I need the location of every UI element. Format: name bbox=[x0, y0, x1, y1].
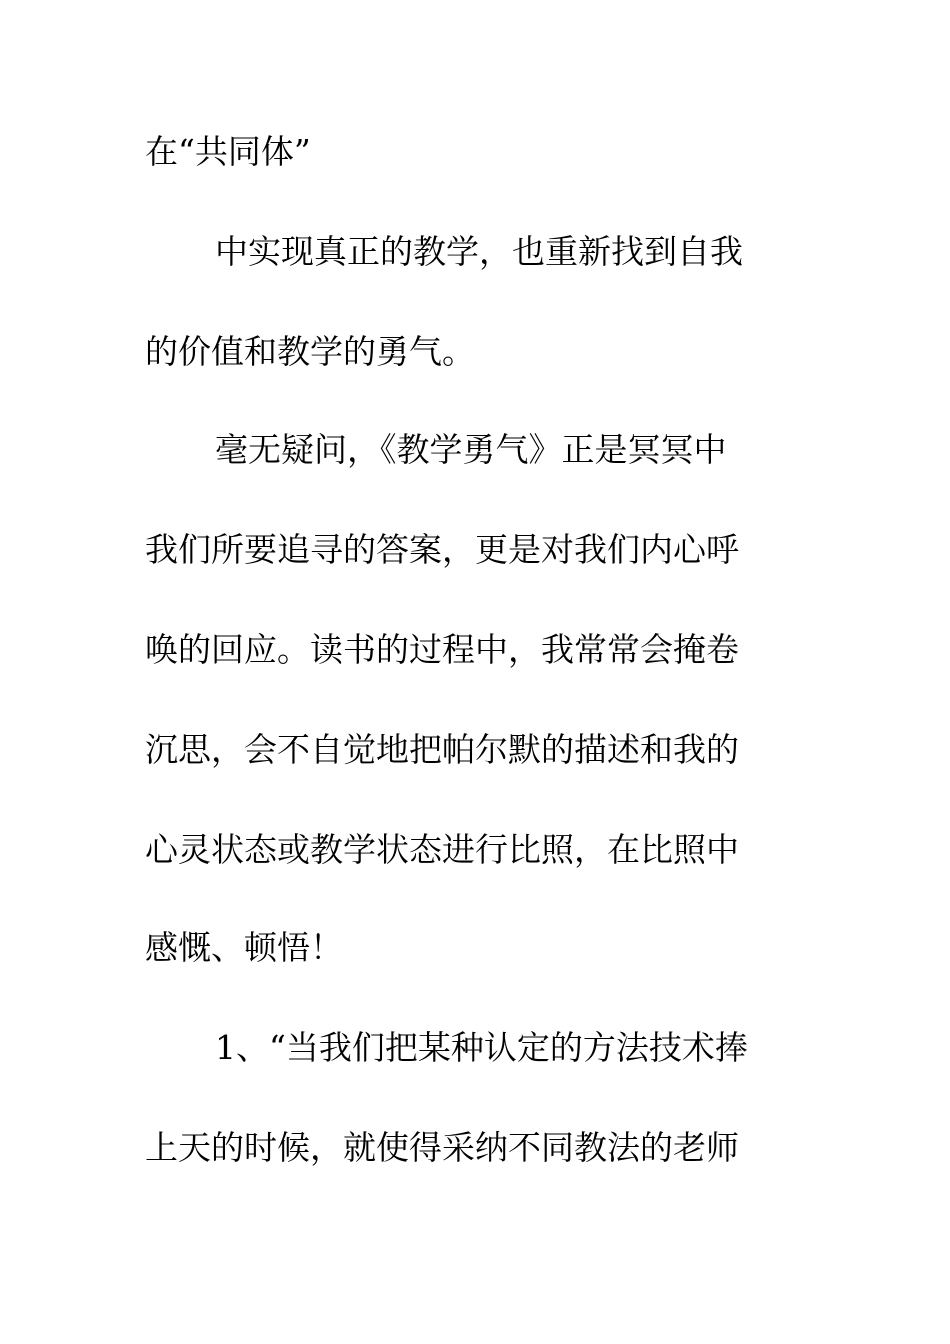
text-line: 的价值和教学的勇气。 bbox=[145, 332, 475, 371]
paragraph-start-line: 中实现真正的教学，也重新找到自我 bbox=[215, 232, 743, 271]
paragraph-start-line: 1、“当我们把某种认定的方法技术捧 bbox=[215, 1028, 748, 1067]
text-line: 在“共同体” bbox=[145, 132, 311, 171]
text-line: 唤的回应。读书的过程中，我常常会掩卷 bbox=[145, 630, 739, 669]
text-line: 我们所要追寻的答案，更是对我们内心呼 bbox=[145, 530, 739, 569]
text-line: 上天的时候，就使得采纳不同教法的老师 bbox=[145, 1128, 739, 1167]
text-line: 心灵状态或教学状态进行比照，在比照中 bbox=[145, 830, 739, 869]
text-line: 沉思，会不自觉地把帕尔默的描述和我的 bbox=[145, 730, 739, 769]
paragraph-start-line: 毫无疑问，《教学勇气》正是冥冥中 bbox=[215, 430, 727, 469]
text-line: 感慨、顿悟！ bbox=[145, 928, 343, 967]
